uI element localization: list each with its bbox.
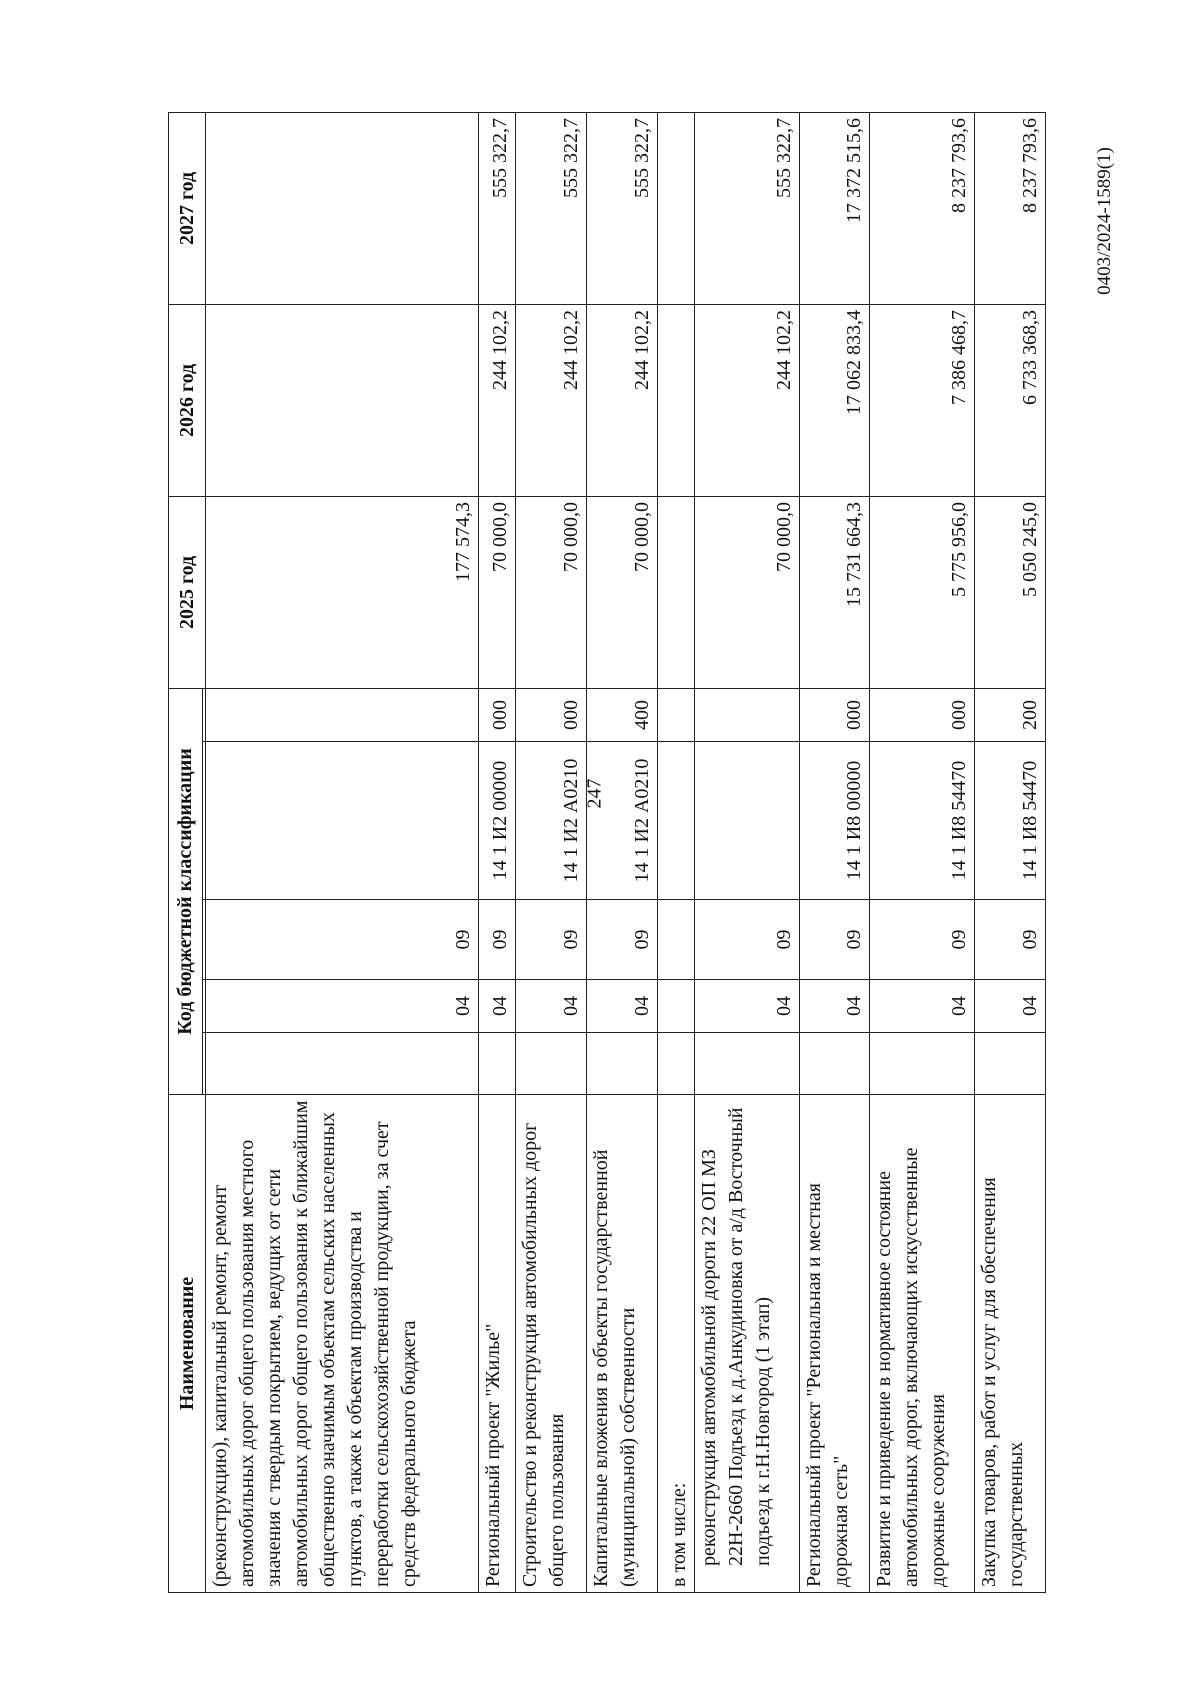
value-2025: 70 000,0 xyxy=(478,496,515,688)
header-name: Наименование xyxy=(169,1095,206,1593)
value-2027: 555 322,7 xyxy=(515,112,586,304)
value-2027: 8 237 793,6 xyxy=(870,112,975,304)
table-row xyxy=(515,112,586,1592)
code-target-article: 14 1 И8 54470 xyxy=(975,742,1046,900)
document-code: 0403/2024-1589(1) xyxy=(1094,147,1115,295)
code-cell xyxy=(657,1033,694,1095)
code-section: 04 xyxy=(799,980,870,1033)
row-name: в том числе: xyxy=(657,1095,694,1593)
code-section: 04 xyxy=(515,980,586,1033)
row-name: Капитальные вложения в объекты государственной (муниципальной) собственности xyxy=(586,1095,657,1593)
code-target-article: 14 1 И2 00000 xyxy=(478,742,515,900)
code-cell xyxy=(975,1033,1046,1095)
header-2026: 2026 год xyxy=(169,304,206,496)
row-name: Развитие и приведение в нормативное состояние автомобильных дорог, включающих искусственные дорожные сооружения xyxy=(870,1095,975,1593)
code-cell xyxy=(478,1033,515,1095)
value-2026: 244 102,2 xyxy=(586,304,657,496)
page-number: 247 xyxy=(583,778,606,809)
table-row xyxy=(586,112,657,1592)
value-2025: 5 050 245,0 xyxy=(975,496,1046,688)
code-target-article xyxy=(206,742,479,900)
code-expense-type: 000 xyxy=(515,688,586,741)
value-2027: 17 372 515,6 xyxy=(799,112,870,304)
code-subsection xyxy=(657,900,694,980)
table-row xyxy=(870,112,975,1592)
code-expense-type: 000 xyxy=(870,688,975,741)
value-2025: 177 574,3 xyxy=(206,496,479,688)
code-target-article: 14 1 И8 00000 xyxy=(799,742,870,900)
value-2027: 555 322,7 xyxy=(695,112,800,304)
code-cell xyxy=(870,1033,975,1095)
table-row xyxy=(478,112,515,1592)
code-expense-type: 000 xyxy=(478,688,515,741)
value-2025: 70 000,0 xyxy=(586,496,657,688)
code-section: 04 xyxy=(478,980,515,1033)
code-subsection: 09 xyxy=(695,900,800,980)
table-row xyxy=(975,112,1046,1592)
header-2027: 2027 год xyxy=(169,112,206,304)
code-cell xyxy=(206,1033,479,1095)
value-2025: 15 731 664,3 xyxy=(799,496,870,688)
value-2027: 555 322,7 xyxy=(586,112,657,304)
code-subsection: 09 xyxy=(515,900,586,980)
value-2027: 555 322,7 xyxy=(478,112,515,304)
code-subsection: 09 xyxy=(206,900,479,980)
value-2026 xyxy=(657,304,694,496)
table-row xyxy=(799,112,870,1592)
budget-table xyxy=(168,112,1046,1593)
code-cell xyxy=(586,1033,657,1095)
value-2025 xyxy=(657,496,694,688)
code-subsection: 09 xyxy=(478,900,515,980)
code-expense-type: 000 xyxy=(799,688,870,741)
row-name: Региональный проект "Региональная и местная дорожная сеть" xyxy=(799,1095,870,1593)
header-2025: 2025 год xyxy=(169,496,206,688)
value-2027 xyxy=(206,112,479,304)
code-expense-type xyxy=(695,688,800,741)
table-row xyxy=(695,112,800,1592)
row-name: Региональный проект "Жилье" xyxy=(478,1095,515,1593)
value-2025: 70 000,0 xyxy=(515,496,586,688)
code-cell xyxy=(515,1033,586,1095)
code-subsection: 09 xyxy=(975,900,1046,980)
code-section: 04 xyxy=(206,980,479,1033)
code-section xyxy=(657,980,694,1033)
code-expense-type: 400 xyxy=(586,688,657,741)
value-2025: 70 000,0 xyxy=(695,496,800,688)
value-2026: 244 102,2 xyxy=(515,304,586,496)
code-section: 04 xyxy=(586,980,657,1033)
row-name: (реконструкцию), капитальный ремонт, ремонт автомобильных дорог общего пользования местного значения с твердым покрытием, ведущих от сети автомобильных дорог общего пользования к ближайшим общественно значимым объектам сельских населенных пунктов, а также к объектам производства и переработки сельскохозяйственной продукции, за счет средств федерального бюджета xyxy=(206,1095,479,1593)
code-target-article xyxy=(657,742,694,900)
value-2026: 244 102,2 xyxy=(478,304,515,496)
code-expense-type xyxy=(657,688,694,741)
header-budget-code: Код бюджетной классификации xyxy=(169,688,203,1094)
row-name: реконструкция автомобильной дороги 22 ОП МЗ 22Н-2660 Подъезд к д.Анкудиновка от а/д Восточный подъезд к г.Н.Новгород (1 этап) xyxy=(695,1095,800,1593)
code-target-article: 14 1 И2 А0210 xyxy=(586,742,657,900)
code-section: 04 xyxy=(975,980,1046,1033)
code-subsection: 09 xyxy=(870,900,975,980)
code-cell xyxy=(695,1033,800,1095)
code-expense-type xyxy=(206,688,479,741)
value-2026: 244 102,2 xyxy=(695,304,800,496)
value-2025: 5 775 956,0 xyxy=(870,496,975,688)
table-row xyxy=(206,112,479,1592)
value-2026: 17 062 833,4 xyxy=(799,304,870,496)
value-2026: 6 733 368,3 xyxy=(975,304,1046,496)
code-target-article: 14 1 И2 А0210 xyxy=(515,742,586,900)
code-subsection: 09 xyxy=(799,900,870,980)
value-2026: 7 386 468,7 xyxy=(870,304,975,496)
code-subsection: 09 xyxy=(586,900,657,980)
value-2027: 8 237 793,6 xyxy=(975,112,1046,304)
code-target-article: 14 1 И8 54470 xyxy=(870,742,975,900)
code-expense-type: 200 xyxy=(975,688,1046,741)
row-name: Закупка товаров, работ и услуг для обеспечения государственных xyxy=(975,1095,1046,1593)
code-section: 04 xyxy=(870,980,975,1033)
value-2026 xyxy=(206,304,479,496)
code-section: 04 xyxy=(695,980,800,1033)
code-cell xyxy=(799,1033,870,1095)
rotated-table-container xyxy=(168,113,1046,1593)
code-target-article xyxy=(695,742,800,900)
value-2027 xyxy=(657,112,694,304)
row-name: Строительство и реконструкция автомобильных дорог общего пользования xyxy=(515,1095,586,1593)
header-row xyxy=(169,112,203,1592)
table-row xyxy=(657,112,694,1592)
